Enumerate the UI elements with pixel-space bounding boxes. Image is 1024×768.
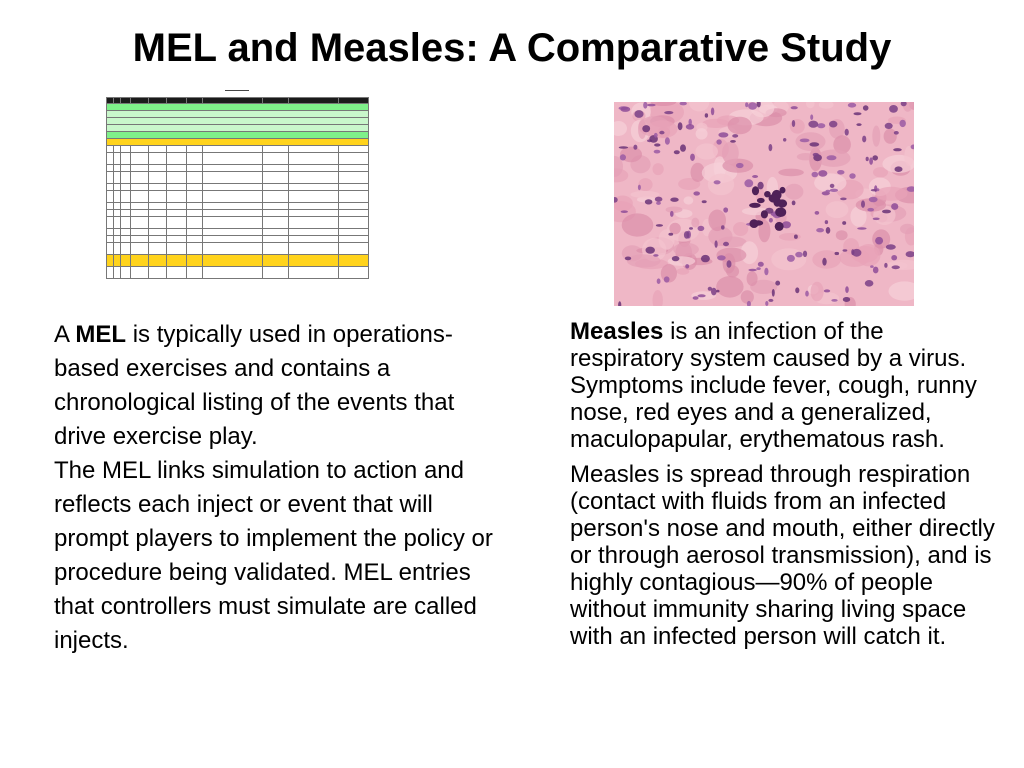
cell-nucleus [869, 197, 878, 203]
mel-p1-pre: A [54, 321, 76, 348]
cell-nucleus [787, 255, 795, 262]
cell-nucleus [711, 108, 714, 116]
cell-nucleus [645, 199, 653, 204]
cell-nucleus [670, 211, 674, 217]
cell-nucleus [684, 231, 690, 239]
cell-nucleus [895, 166, 903, 172]
cell-nucleus [894, 131, 899, 135]
cell-nucleus [736, 163, 744, 168]
cell-nucleus [718, 132, 728, 137]
cell-nucleus [872, 155, 878, 160]
cell-nucleus [891, 203, 898, 210]
cell-nucleus [813, 153, 819, 157]
tissue-patch [778, 169, 804, 177]
cell-nucleus [875, 237, 883, 245]
measles-p1-post: is an infection of the respiratory system caused by a virus. Symptoms include fever, cough, runny nose, red eyes and a generalized, maculopapular, erythematous rash. [570, 318, 977, 453]
cell-nucleus [693, 191, 700, 195]
cell-nucleus [674, 150, 680, 154]
tissue-patch [669, 223, 680, 235]
tissue-patch [622, 213, 654, 236]
cell-nucleus [711, 288, 717, 296]
cell-nucleus [800, 139, 810, 143]
mel-paragraph-1 [54, 318, 494, 454]
cell-nucleus [856, 123, 861, 126]
cell-nucleus [668, 233, 673, 236]
cell-nucleus [829, 121, 837, 128]
tissue-patch [811, 282, 824, 302]
cell-nucleus [633, 145, 637, 150]
cell-nucleus [654, 133, 658, 138]
cell-nucleus [873, 267, 879, 274]
cell-nucleus [705, 113, 708, 117]
cell-nucleus [744, 179, 753, 187]
cell-nucleus [857, 227, 866, 230]
cell-nucleus [809, 142, 819, 146]
tissue-patch [797, 153, 815, 160]
cell-nucleus [873, 218, 880, 221]
cell-nucleus [812, 172, 819, 178]
cell-nucleus [732, 134, 738, 138]
cell-nucleus [848, 103, 856, 108]
tissue-patch [673, 243, 699, 256]
measles-paragraph-1 [570, 318, 1000, 453]
cell-nucleus [730, 140, 736, 143]
tissue-patch [666, 207, 683, 213]
cell-nucleus [891, 255, 897, 260]
cell-nucleus [698, 294, 706, 297]
cell-nucleus [748, 269, 756, 272]
cell-nucleus [715, 240, 718, 247]
cell-nucleus [665, 137, 670, 145]
cell-nucleus [727, 260, 732, 267]
cell-nucleus [835, 252, 840, 255]
cell-nucleus [657, 278, 661, 284]
cell-nucleus [892, 265, 900, 269]
cell-nucleus [653, 254, 658, 257]
giant-cell-nucleus [780, 187, 786, 194]
cell-nucleus [882, 210, 891, 214]
giant-cell-nucleus [757, 198, 765, 203]
tissue-patch [836, 230, 848, 240]
cell-nucleus [851, 249, 854, 255]
cell-nucleus [702, 200, 707, 203]
giant-cell-nucleus [775, 207, 786, 217]
cell-nucleus [716, 290, 719, 293]
tissue-patch [884, 129, 897, 144]
slide-title: MEL and Measles: A Comparative Study [132, 26, 892, 70]
cell-nucleus [849, 173, 855, 179]
cell-nucleus [900, 120, 906, 127]
cell-nucleus [765, 301, 768, 306]
tissue-patch [872, 126, 880, 147]
cell-nucleus [752, 175, 758, 178]
tissue-patch [790, 119, 805, 134]
cell-nucleus [769, 218, 773, 223]
cell-nucleus [792, 120, 795, 127]
tissue-patch [696, 128, 708, 139]
cell-nucleus [634, 110, 643, 118]
cell-nucleus [689, 227, 693, 230]
cell-nucleus [842, 221, 846, 225]
cell-nucleus [830, 189, 838, 192]
tissue-patch [684, 196, 694, 204]
cell-nucleus [756, 267, 760, 270]
cell-nucleus [817, 123, 825, 128]
tissue-patch [741, 290, 754, 304]
cell-nucleus [863, 105, 869, 110]
measles-description [570, 318, 1000, 658]
cell-nucleus [642, 125, 650, 132]
cell-nucleus [693, 296, 699, 299]
tissue-patch [653, 163, 664, 175]
tissue-patch [785, 184, 804, 200]
cell-nucleus [827, 155, 837, 160]
cell-nucleus [717, 255, 726, 260]
tissue-patch [630, 191, 659, 198]
cell-nucleus [775, 281, 780, 286]
cell-nucleus [808, 121, 818, 128]
cell-nucleus [795, 287, 799, 293]
cell-nucleus [646, 247, 655, 254]
cell-nucleus [830, 184, 835, 188]
tissue-patch [796, 132, 826, 151]
cell-nucleus [884, 263, 887, 268]
cell-nucleus [837, 170, 844, 175]
cell-nucleus [664, 111, 673, 114]
cell-nucleus [748, 102, 757, 109]
mel-description [54, 318, 494, 658]
cell-nucleus [655, 197, 663, 202]
cell-nucleus [620, 107, 630, 112]
cell-nucleus [818, 170, 827, 177]
mel-p1-post: is typically used in operations-based exercises and contains a chronological listing of the events that drive exercise play. [54, 321, 455, 450]
sheet-table [106, 97, 369, 279]
cell-nucleus [861, 200, 865, 207]
giant-cell-nucleus [752, 186, 759, 195]
giant-cell-nucleus [769, 194, 780, 203]
tissue-patch [733, 222, 748, 236]
cell-nucleus [866, 157, 869, 161]
cell-nucleus [871, 189, 877, 191]
cell-nucleus [840, 198, 847, 201]
cell-nucleus [870, 265, 874, 268]
sheet-caption: ▬▬▬▬▬▬▬▬ [225, 88, 249, 92]
cell-nucleus [803, 251, 807, 257]
cell-nucleus [721, 225, 725, 229]
cell-nucleus [815, 211, 820, 215]
cell-nucleus [690, 154, 695, 161]
cell-nucleus [625, 257, 631, 261]
cell-nucleus [621, 210, 628, 213]
cell-nucleus [792, 201, 796, 206]
cell-nucleus [654, 150, 661, 154]
cell-nucleus [764, 268, 768, 276]
cell-nucleus [698, 226, 705, 231]
cell-nucleus [723, 242, 729, 246]
cell-nucleus [795, 252, 803, 258]
cell-nucleus [845, 129, 849, 136]
cell-nucleus [831, 299, 837, 302]
cell-nucleus [810, 114, 813, 120]
cell-nucleus [769, 144, 773, 151]
cell-nucleus [714, 180, 721, 184]
cell-nucleus [672, 256, 680, 261]
mel-paragraph-2: The MEL links simulation to action and reflects each inject or event that will prompt players to implement the policy or procedure being validated. MEL entries that controllers must simulate are called injects. [54, 457, 493, 654]
cell-nucleus [656, 224, 663, 227]
histology-graphic [614, 102, 914, 306]
tissue-patch [826, 201, 849, 218]
cell-nucleus [619, 146, 628, 148]
measles-paragraph-2: Measles is spread through respiration (contact with fluids from an infected person's nose and mouth, either directly or through aerosol transmission), and is highly contagious—90% of people without immunity sharing living space with an infected person will catch it. [570, 461, 995, 650]
cell-nucleus [647, 104, 656, 107]
measles-histology-image [614, 102, 914, 306]
tissue-patch [691, 218, 699, 228]
cell-nucleus [826, 227, 831, 234]
cell-nucleus [723, 207, 728, 212]
cell-nucleus [643, 102, 647, 109]
mel-spreadsheet-image [104, 88, 370, 298]
cell-nucleus [659, 131, 664, 135]
tissue-patch [728, 117, 752, 135]
cell-nucleus [865, 280, 874, 287]
cell-nucleus [843, 249, 848, 251]
cell-nucleus [716, 139, 721, 144]
cell-nucleus [783, 138, 786, 142]
cell-nucleus [701, 255, 710, 262]
cell-nucleus [885, 123, 893, 129]
tissue-patch [747, 271, 758, 286]
tissue-patch [722, 142, 739, 165]
cell-nucleus [685, 264, 689, 268]
tissue-patch [668, 256, 695, 266]
cell-nucleus [686, 124, 694, 130]
cell-nucleus [805, 291, 809, 297]
cell-nucleus [670, 198, 678, 202]
cell-nucleus [826, 190, 831, 193]
tissue-patch [875, 187, 907, 201]
cell-nucleus [768, 299, 773, 302]
giant-cell-nucleus [775, 222, 784, 231]
giant-cell-nucleus [753, 220, 763, 225]
cell-nucleus [845, 286, 849, 293]
cell-nucleus [638, 185, 641, 191]
cell-nucleus [822, 258, 826, 266]
tissue-patch [708, 174, 734, 196]
cell-nucleus [869, 157, 873, 164]
cell-nucleus [825, 220, 828, 224]
tissue-patch [647, 120, 678, 138]
cell-nucleus [824, 289, 830, 292]
cell-nucleus [745, 102, 748, 107]
cell-nucleus [620, 154, 626, 160]
giant-cell-nucleus [761, 210, 768, 218]
cell-nucleus [656, 202, 661, 205]
cell-nucleus [886, 244, 896, 249]
cell-nucleus [889, 105, 898, 113]
cell-nucleus [791, 106, 798, 109]
mel-term: MEL [75, 321, 127, 348]
cell-nucleus [854, 112, 862, 115]
cell-nucleus [678, 122, 683, 130]
cell-nucleus [794, 235, 798, 239]
cell-nucleus [680, 144, 686, 151]
tissue-patch [716, 276, 743, 298]
cell-nucleus [772, 289, 775, 297]
cell-nucleus [862, 136, 866, 143]
cell-nucleus [654, 143, 660, 146]
cell-nucleus [816, 228, 824, 232]
cell-nucleus [758, 262, 764, 267]
measles-term: Measles [570, 318, 664, 345]
cell-nucleus [867, 208, 874, 212]
tissue-patch [695, 143, 718, 159]
giant-cell-nucleus [749, 203, 761, 208]
cell-nucleus [843, 297, 850, 302]
cell-nucleus [664, 276, 670, 282]
cell-nucleus [893, 148, 902, 151]
